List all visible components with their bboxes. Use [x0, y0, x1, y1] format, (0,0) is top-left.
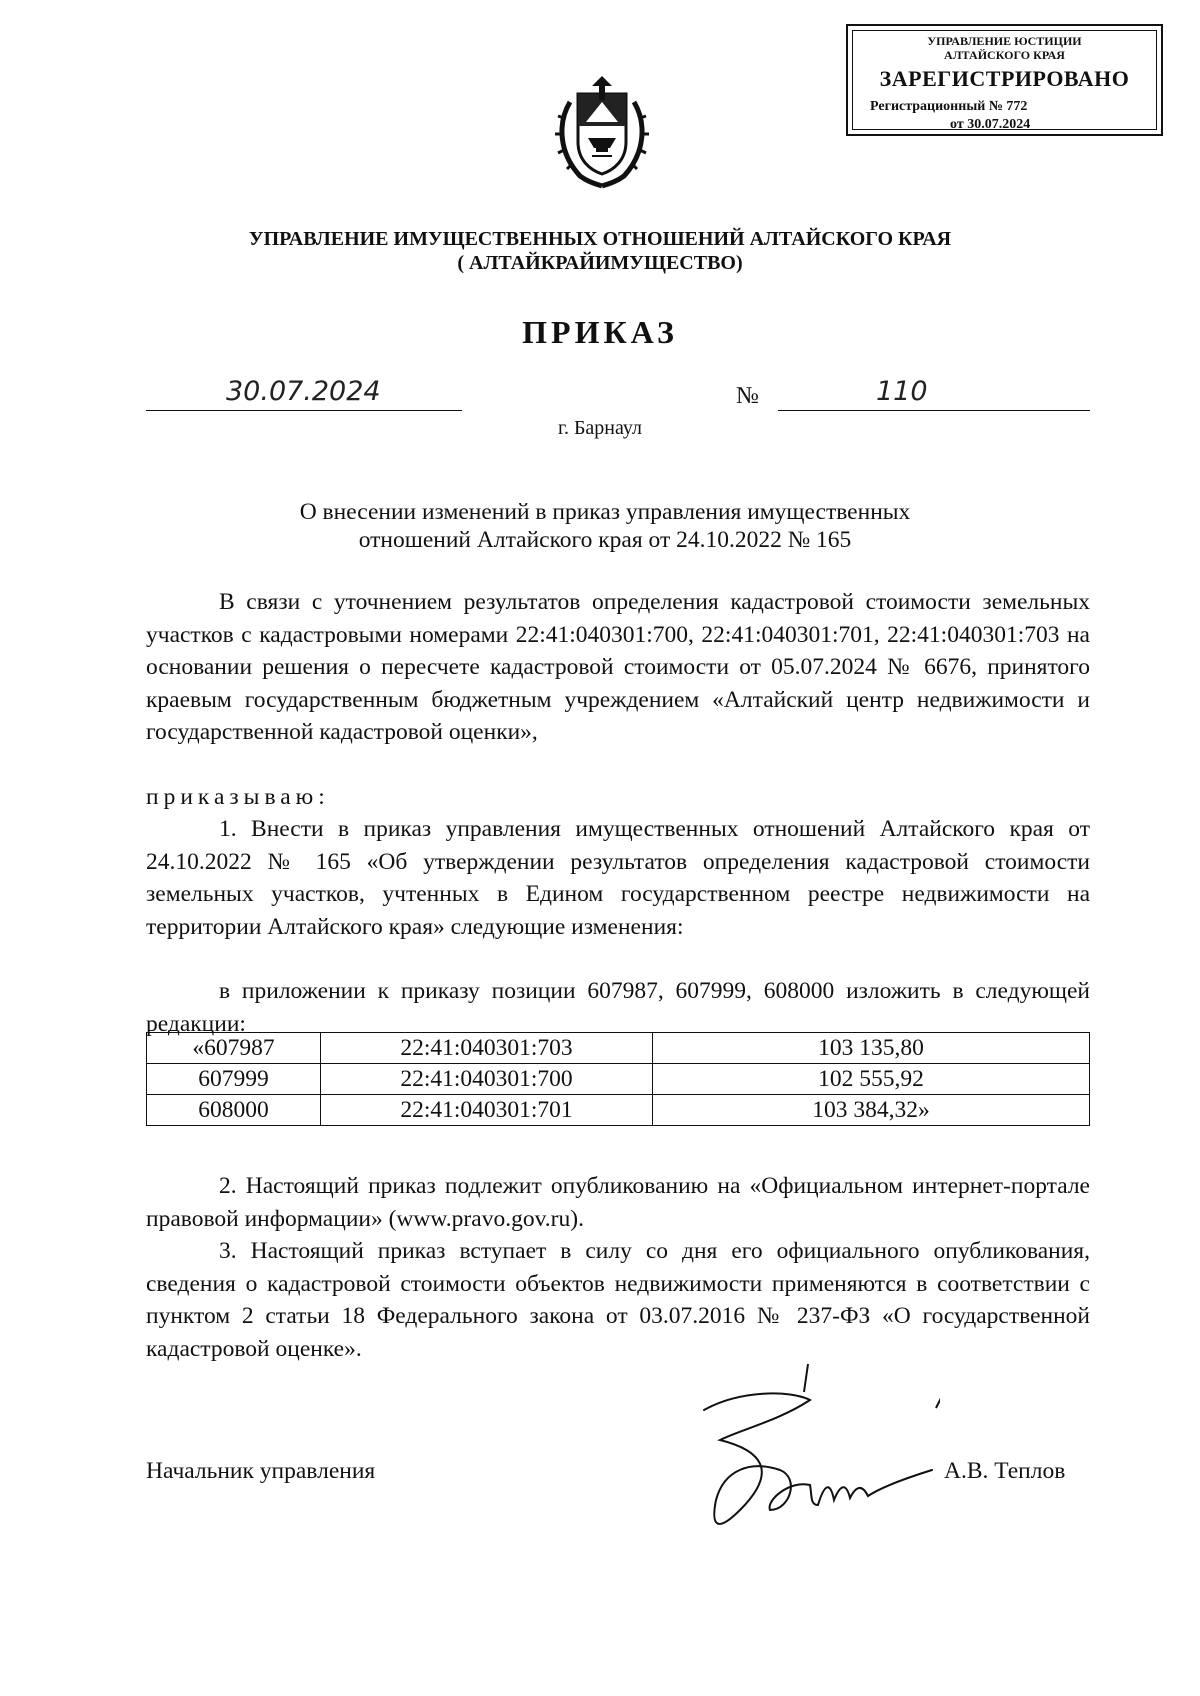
order-word: приказываю:	[146, 784, 330, 810]
table-cell-cadastral: 22:41:040301:703	[321, 1033, 653, 1064]
signatory-name: А.В. Теплов	[944, 1458, 1066, 1484]
stamp-org-line1: УПРАВЛЕНИЕ ЮСТИЦИИ	[927, 34, 1082, 48]
item2-paragraph: 2. Настоящий приказ подлежит опубликованию на «Официальном интернет-портале правовой информации» (www.pravo.gov.ru).	[146, 1173, 1090, 1232]
stamp-title: ЗАРЕГИСТРИРОВАНО	[879, 66, 1130, 91]
positions-table	[146, 1032, 1090, 1126]
table-cell-value: 103 384,32»	[653, 1095, 1090, 1126]
handwritten-signature-icon	[700, 1360, 940, 1540]
subject-line2: отношений Алтайского края от 24.10.2022 № 165	[358, 527, 852, 553]
table-cell-position: «607987	[147, 1033, 321, 1064]
subject-line1: О внесении изменений в приказ управления имущественных	[299, 499, 911, 525]
city-label: г. Барнаул	[558, 417, 642, 439]
coat-of-arms-icon	[552, 72, 652, 190]
table-row	[147, 1095, 1090, 1126]
order-subject	[140, 498, 1070, 554]
number-label: №	[736, 383, 759, 409]
table-cell-value: 103 135,80	[653, 1033, 1090, 1064]
table-row	[147, 1033, 1090, 1064]
preamble-paragraph: В связи с уточнением результатов определения кадастровой стоимости земельных участков с кадастровыми номерами 22:41:040301:700, 22:41:040301:701, 22:41:040301:703 на основании решения о пересчете кадастровой стоимости от 05.07.2024 № 6676, принятого краевым государственным бюджетным учреждением «Алтайский центр недвижимости и государственной кадастровой оценки»,	[146, 589, 1090, 745]
table-cell-cadastral: 22:41:040301:701	[321, 1095, 653, 1126]
number-underline	[778, 410, 1090, 411]
organization-short-name: ( АЛТАЙКРАЙИМУЩЕСТВО)	[457, 252, 743, 274]
date-underline	[146, 410, 462, 411]
table-cell-cadastral: 22:41:040301:700	[321, 1064, 653, 1095]
stamp-organization	[848, 34, 1161, 62]
organization-name: УПРАВЛЕНИЕ ИМУЩЕСТВЕННЫХ ОТНОШЕНИЙ АЛТАЙСКОГО КРАЯ	[248, 228, 952, 250]
order-number: 110	[876, 376, 928, 407]
item3-paragraph: 3. Настоящий приказ вступает в силу со дня его официального опубликования, сведения о кадастровой стоимости объектов недвижимости применяются в соответствии с пунктом 2 статьи 18 Федерального закона от 03.07.2016 № 237-ФЗ «О государственной кадастровой оценке».	[146, 1238, 1090, 1362]
signatory-position: Начальник управления	[146, 1458, 376, 1484]
stamp-org-line2: АЛТАЙСКОГО КРАЯ	[944, 48, 1065, 62]
registration-stamp	[846, 24, 1163, 136]
table-cell-value: 102 555,92	[653, 1064, 1090, 1095]
item1-sub-paragraph: в приложении к приказу позиции 607987, 607999, 608000 изложить в следующей редакции:	[146, 978, 1090, 1037]
document-title: ПРИКАЗ	[522, 314, 678, 350]
table-cell-position: 608000	[147, 1095, 321, 1126]
table-cell-position: 607999	[147, 1064, 321, 1095]
table-row	[147, 1064, 1090, 1095]
item1-paragraph: 1. Внести в приказ управления имущественных отношений Алтайского края от 24.10.2022 № 165 «Об утверждении результатов определения кадастровой стоимости земельных участков, учтенных в Едином государственном реестре недвижимости на территории Алтайского края» следующие изменения:	[146, 816, 1090, 940]
stamp-reg-number: Регистрационный № 772	[870, 99, 1028, 114]
stamp-reg-date: от 30.07.2024	[950, 117, 1031, 132]
order-date: 30.07.2024	[226, 376, 381, 407]
